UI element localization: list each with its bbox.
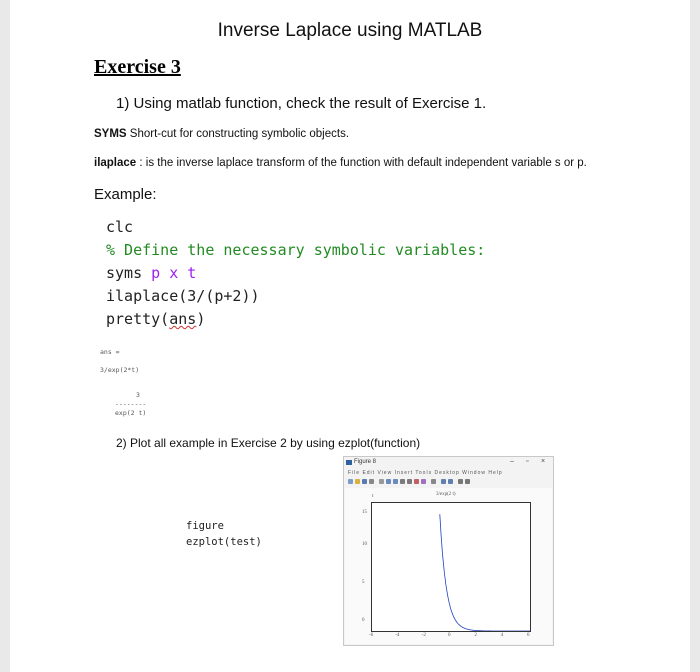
plot-axes [371, 502, 531, 632]
figure-icon [346, 460, 352, 465]
plot-curve [440, 514, 530, 631]
colorbar-icon[interactable] [441, 479, 446, 484]
fig-code-ezplot: ezplot(test) [186, 536, 262, 548]
pretty-end: ) [196, 310, 206, 328]
ilaplace-text: : is the inverse laplace transform of the function with default independent variable s or p. [136, 157, 587, 169]
syms-keyword: syms [106, 264, 143, 282]
page-title: Inverse Laplace using MATLAB [217, 20, 483, 41]
zoom-out-icon[interactable] [393, 479, 398, 484]
ans-result: 3/exp(2*t) [100, 366, 140, 374]
syms-variables: p x t [151, 264, 197, 282]
open-icon[interactable] [355, 479, 360, 484]
pretty-fn: pretty( [106, 310, 170, 328]
plot-ylabel: t [372, 494, 374, 499]
x-tick-label: -6 [369, 633, 374, 638]
pan-icon[interactable] [400, 479, 405, 484]
y-tick-label: 10 [362, 542, 367, 547]
code-line-comment: % Define the necessary symbolic variables: [106, 241, 486, 259]
code-line-ilaplace: ilaplace(3/(p+2)) [106, 287, 260, 305]
plot-title: 3/exp(2 t) [436, 492, 456, 497]
ilaplace-definition [94, 157, 587, 169]
y-tick-label: 15 [362, 510, 367, 515]
code-line-clc: clc [106, 218, 134, 236]
zoom-in-icon[interactable] [386, 479, 391, 484]
figure-toolbar[interactable] [346, 478, 551, 487]
code-line-pretty [106, 310, 205, 328]
pointer-icon[interactable] [379, 479, 384, 484]
ans-fraction-bar: -------- [115, 400, 147, 408]
ilaplace-term: ilaplace [94, 157, 137, 169]
close-icon[interactable]: × [541, 458, 546, 465]
code-line-syms [106, 264, 196, 282]
show-tools-icon[interactable] [465, 479, 470, 484]
ans-numerator: 3 [136, 391, 140, 399]
question-1: 1) Using matlab function, check the result of Exercise 1. [116, 95, 487, 112]
x-tick-label: 6 [527, 633, 530, 638]
maximize-icon[interactable]: ▫ [526, 458, 529, 465]
x-tick-label: -2 [421, 633, 426, 638]
pretty-arg: ans [169, 310, 197, 328]
exercise-heading: Exercise 3 [94, 56, 181, 78]
question-2: 2) Plot all example in Exercise 2 by using ezplot(function) [116, 436, 421, 450]
print-icon[interactable] [369, 479, 374, 484]
link-icon[interactable] [431, 479, 436, 484]
syms-definition [94, 128, 349, 140]
example-label: Example: [94, 186, 157, 203]
syms-text: Short-cut for constructing symbolic objects. [126, 128, 350, 140]
ans-denominator: exp(2 t) [115, 409, 147, 417]
save-icon[interactable] [362, 479, 367, 484]
brush-icon[interactable] [421, 479, 426, 484]
figure-titlebar [344, 457, 553, 469]
figure-title: Figure 8 [354, 459, 377, 465]
y-tick-label: 0 [362, 618, 365, 623]
syms-term: SYMS [94, 128, 127, 140]
new-icon[interactable] [348, 479, 353, 484]
y-tick-label: 5 [362, 580, 365, 585]
minimize-icon[interactable]: – [510, 458, 514, 465]
x-tick-label: 2 [474, 633, 477, 638]
fig-code-figure: figure [186, 520, 224, 532]
ans-label: ans = [100, 348, 120, 356]
figure-menubar[interactable]: File Edit View Insert Tools Desktop Window Help [348, 470, 503, 476]
legend-icon[interactable] [448, 479, 453, 484]
hide-tools-icon[interactable] [458, 479, 463, 484]
plot-svg [372, 503, 530, 631]
x-tick-label: 4 [500, 633, 504, 638]
rotate-icon[interactable] [407, 479, 412, 484]
x-tick-label: 0 [448, 633, 451, 638]
data-cursor-icon[interactable] [414, 479, 419, 484]
x-tick-label: -4 [395, 633, 400, 638]
